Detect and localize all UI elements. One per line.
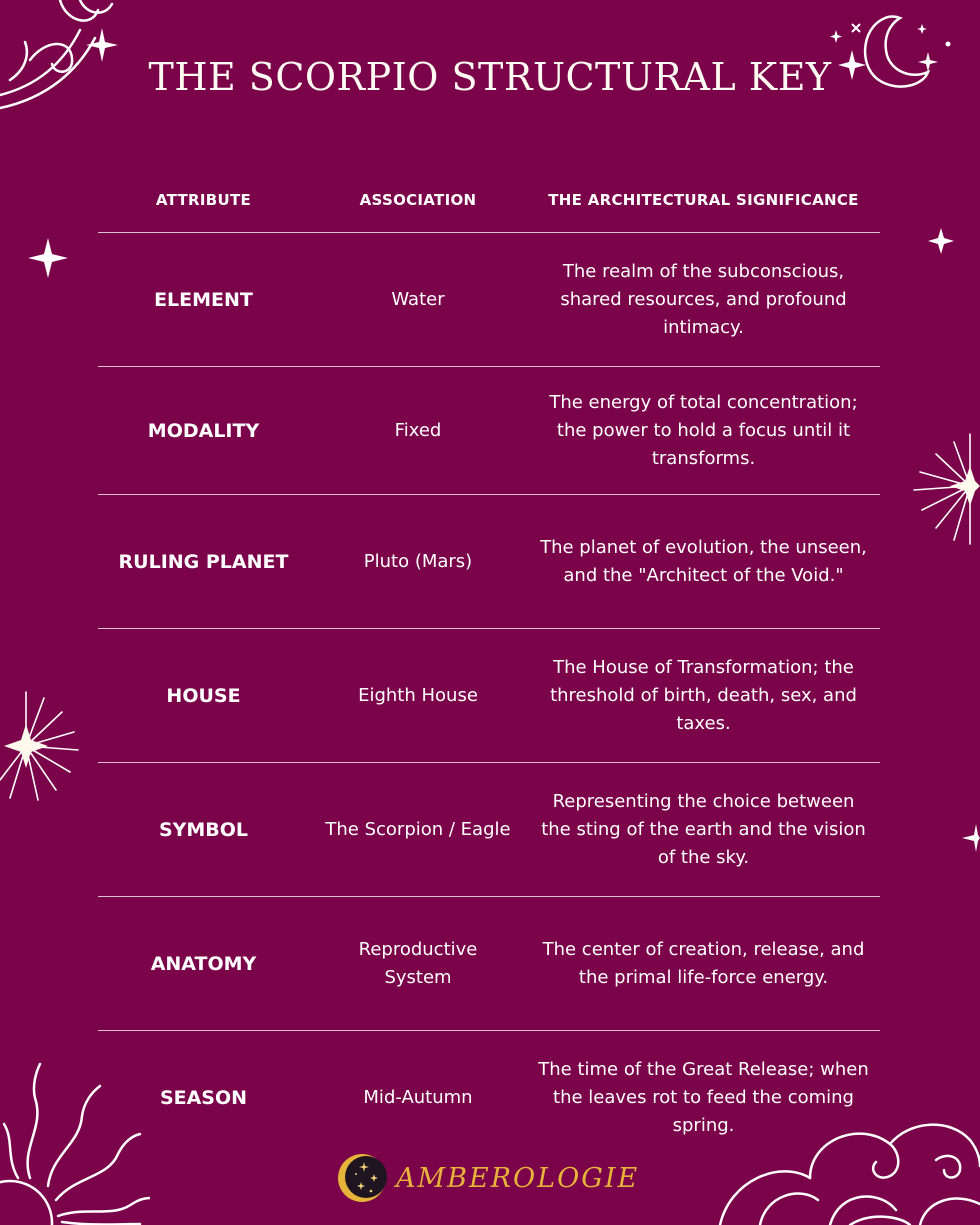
row-association: Pluto (Mars) bbox=[363, 550, 473, 572]
table-row bbox=[98, 495, 880, 629]
header-association: ASSOCIATION bbox=[359, 191, 477, 209]
row-attribute: SEASON bbox=[159, 1086, 248, 1109]
row-association: Eighth House bbox=[358, 684, 478, 706]
page-title: THE SCORPIO STRUCTURAL KEY bbox=[148, 55, 832, 99]
row-significance: The center of creation, release, and the primal life-force energy. bbox=[542, 938, 865, 988]
brand-name: AMBEROLOGIE bbox=[396, 1162, 640, 1194]
row-association: Fixed bbox=[394, 419, 442, 441]
moon-logo-icon bbox=[334, 1150, 390, 1206]
row-association: The Scorpion / Eagle bbox=[325, 818, 511, 840]
row-attribute: ANATOMY bbox=[150, 952, 257, 975]
row-significance: The time of the Great Release; when the leaves rot to feed the coming spring. bbox=[538, 1058, 869, 1136]
table-row bbox=[98, 233, 880, 367]
row-significance: The House of Transformation; the threshold of birth, death, sex, and taxes. bbox=[550, 656, 857, 734]
row-attribute: HOUSE bbox=[166, 684, 241, 707]
starburst-right bbox=[910, 430, 980, 548]
row-attribute: ELEMENT bbox=[154, 288, 253, 311]
row-attribute: SYMBOL bbox=[158, 818, 249, 841]
row-association: Reproductive System bbox=[358, 938, 478, 988]
sparkle-right bbox=[928, 228, 954, 254]
header-attribute: ATTRIBUTE bbox=[155, 191, 252, 209]
row-association: Water bbox=[391, 288, 445, 310]
table-row bbox=[98, 897, 880, 1031]
row-attribute: RULING PLANET bbox=[118, 550, 289, 573]
table-row bbox=[98, 1031, 880, 1164]
table-row bbox=[98, 367, 880, 495]
header-significance: THE ARCHITECTURAL SIGNIFICANCE bbox=[548, 191, 859, 209]
table-row bbox=[98, 629, 880, 763]
row-attribute: MODALITY bbox=[147, 419, 260, 442]
structural-key-table bbox=[98, 168, 880, 1164]
sparkle-right-edge bbox=[962, 824, 980, 852]
row-association: Mid-Autumn bbox=[363, 1086, 473, 1108]
row-significance: The realm of the subconscious, shared resources, and profound intimacy. bbox=[560, 260, 847, 338]
table-header bbox=[98, 168, 880, 233]
sparkle-left bbox=[28, 238, 68, 278]
table-row bbox=[98, 763, 880, 897]
starburst-left bbox=[0, 688, 80, 806]
row-significance: The planet of evolution, the unseen, and the "Architect of the Void." bbox=[540, 536, 867, 586]
row-significance: The energy of total concentration; the power to hold a focus until it transforms. bbox=[549, 391, 858, 469]
brand-logo bbox=[334, 1148, 654, 1208]
row-significance: Representing the choice between the sting of the earth and the vision of the sky. bbox=[541, 790, 866, 868]
